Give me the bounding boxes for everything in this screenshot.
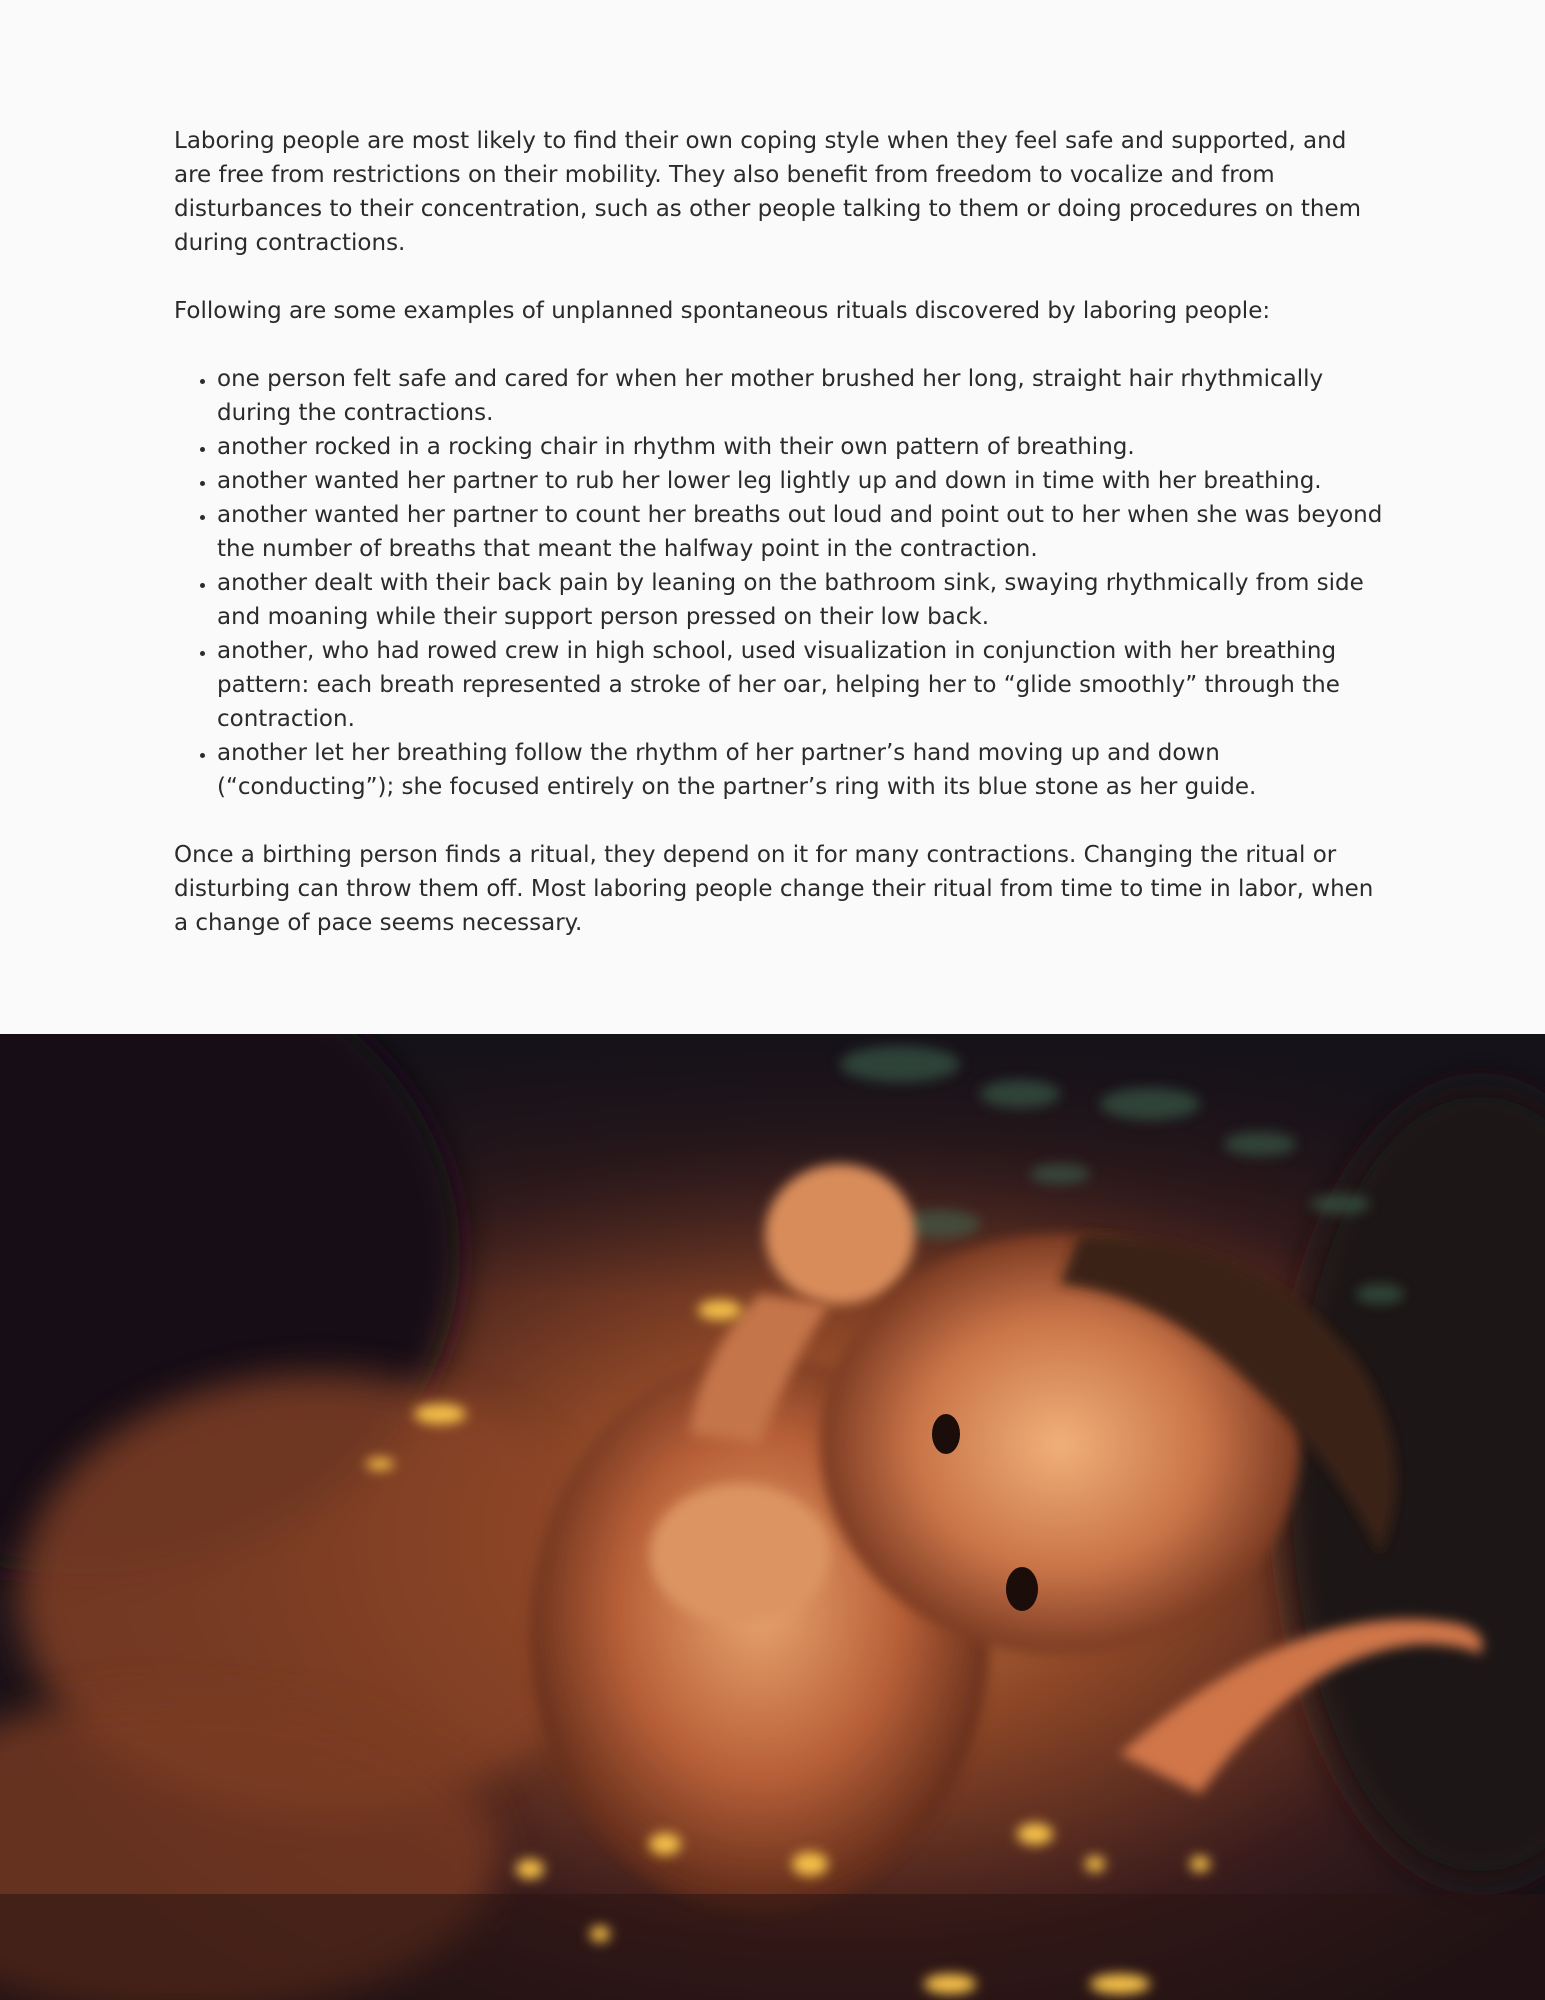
list-item: • another, who had rowed crew in high school, used visualization in conjunction with her breathing pattern: each breath represented a stroke of her oar, helping her to “glide smoothly” through the contraction. bbox=[217, 634, 1384, 736]
article-body bbox=[174, 124, 1384, 974]
list-item: • another let her breathing follow the rhythm of her partner’s hand moving up and down (“conducting”); she focused entirely on the partner’s ring with its blue stone as her guide. bbox=[217, 736, 1384, 804]
newborn-water-birth-photo bbox=[0, 1034, 1545, 2000]
closing-paragraph: Once a birthing person finds a ritual, they depend on it for many contractions. Changing the ritual or disturbing can throw them off. Most laboring people change their ritual from time to time in labor, when a change of pace seems necessary. bbox=[174, 842, 1374, 936]
list-item: • another wanted her partner to rub her lower leg lightly up and down in time with her breathing. bbox=[217, 464, 1384, 498]
list-item: • one person felt safe and cared for when her mother brushed her long, straight hair rhythmically during the contractions. bbox=[217, 362, 1384, 430]
ritual-examples-list bbox=[174, 362, 1384, 804]
list-item: • another dealt with their back pain by leaning on the bathroom sink, swaying rhythmically from side and moaning while their support person pressed on their low back. bbox=[217, 566, 1384, 634]
list-item: • another wanted her partner to count her breaths out loud and point out to her when she was beyond the number of breaths that meant the halfway point in the contraction. bbox=[217, 498, 1384, 566]
intro-paragraph: Laboring people are most likely to find their own coping style when they feel safe and supported, and are free from restrictions on their mobility. They also benefit from freedom to vocalize and from disturbances to their concentration, such as other people talking to them or doing procedures on them during contractions. bbox=[174, 128, 1361, 256]
examples-intro: Following are some examples of unplanned spontaneous rituals discovered by laboring people: bbox=[174, 298, 1271, 324]
list-item: • another rocked in a rocking chair in rhythm with their own pattern of breathing. bbox=[217, 430, 1384, 464]
